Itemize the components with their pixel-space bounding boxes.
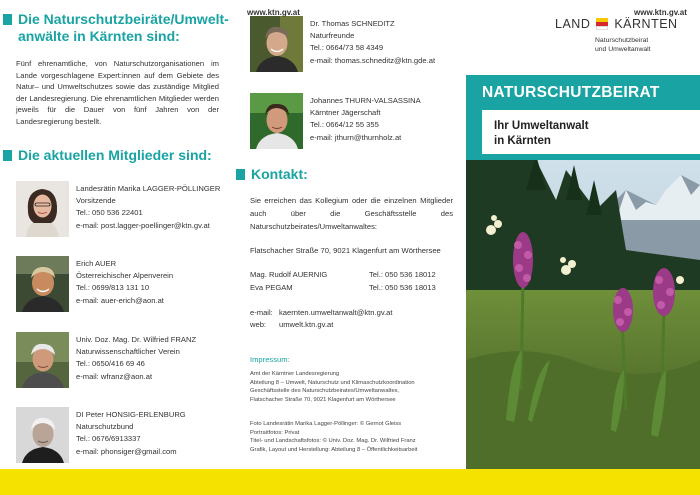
portrait-photo [16, 332, 69, 388]
intro-text: Fünf ehrenamtliche, von Naturschutzorganisationen im Lande vorgeschlagene Expert:innen auf dem Gebiete des Natur– und Umweltschutzes sowie das zuständige Mitglied der Landesregierung. Die ehrenamtlichen Mitglieder werden jeweils für die Dauer von fünf Jahren von der Landesregierung bestellt. [16, 59, 219, 126]
contact-person-tel: Tel.: 050 536 18012 [369, 270, 436, 279]
contact-person-name: Mag. Rudolf AUERNIG [250, 270, 328, 279]
member-line: Naturfreunde [310, 31, 355, 41]
intro-heading-line-1: Die Naturschutzbeiräte/Umwelt- [18, 11, 229, 27]
footer-bar [0, 469, 700, 495]
member-email[interactable]: e-mail: phonsiger@gmail.com [76, 446, 177, 456]
portrait-photo [250, 93, 303, 149]
portrait-photo [16, 256, 69, 312]
member-card [16, 181, 220, 237]
portrait-photo [250, 16, 303, 72]
heading-marker [3, 150, 12, 161]
contact-address: Flatschacher Straße 70, 9021 Klagenfurt am Wörthersee [250, 246, 441, 255]
member-line: Tel.: 0676/6913337 [76, 434, 141, 444]
contact-heading-text: Kontakt: [251, 166, 308, 182]
member-line: Tel.: 0650/416 69 46 [76, 359, 145, 369]
member-email[interactable]: e-mail: thomas.schneditz@ktn.gde.at [310, 55, 436, 65]
member-email[interactable]: e-mail: auer-erich@aon.at [76, 295, 164, 305]
member-line: Erich AUER [76, 259, 117, 268]
members-heading-text: Die aktuellen Mitglieder sind: [18, 147, 212, 163]
logo-subline: Naturschutzbeirat [595, 37, 649, 44]
cover-subtitle [494, 119, 589, 148]
intro-heading [3, 11, 229, 45]
impressum-line: Flatschacher Straße 70, 9021 Klagenfurt am Wörthersee [250, 396, 396, 403]
portrait-photo [16, 181, 69, 237]
member-line: Tel.: 050 536 22401 [76, 208, 143, 218]
contact-heading [236, 166, 308, 183]
impressum-line: Titel- und Landschaftsfotos: © Univ. Doz. Mag. Dr. Wilfried Franz [250, 438, 416, 445]
logo-word-right: KÄRNTEN [614, 17, 678, 31]
impressum-line: Grafik, Layout und Herstellung: Abteilung 8 – Öffentlichkeitsarbeit [250, 446, 418, 453]
member-line: Univ. Doz. Mag. Dr. Wilfried FRANZ [76, 335, 197, 344]
member-email[interactable]: e-mail: post.lagger-poellinger@ktn.gv.at [76, 220, 210, 230]
portrait-photo [16, 407, 69, 463]
member-line: Naturwissenschaftlicher Verein [76, 347, 180, 357]
web-label: web: [250, 320, 267, 329]
impressum-title: Impressum: [250, 355, 290, 364]
impressum-line: Portraitfotos: Privat [250, 429, 300, 436]
member-card [16, 256, 173, 312]
cover-subtitle-line: in Kärnten [494, 134, 551, 147]
cover-subtitle-line: Ihr Umweltanwalt [494, 120, 589, 132]
logo-subline: und Umweltanwalt [595, 45, 651, 53]
member-line: DI Peter HONSIG-ERLENBURG [76, 410, 186, 419]
intro-heading-line-2: anwälte in Kärnten sind: [18, 28, 180, 44]
impressum-block [250, 370, 460, 404]
carinthia-flag-icon [596, 18, 608, 30]
member-card [16, 332, 196, 388]
member-card [250, 16, 435, 72]
contact-text: Sie erreichen das Kollegium oder die einzelnen Mitglieder auch über die Geschäftsstelle des Naturschutzbeirates/Umweltanwaltes: [250, 196, 453, 231]
cover-photo-orchids [466, 160, 700, 469]
member-email[interactable]: e-mail: wfranz@aon.at [76, 371, 153, 381]
footer-url-left[interactable]: www.ktn.gv.at [247, 8, 300, 17]
member-line: Kärntner Jägerschaft [310, 108, 381, 118]
impressum-line: Amt der Kärntner Landesregierung [250, 371, 340, 377]
member-line: Tel.: 0664/73 58 4349 [310, 43, 384, 53]
contact-email-link[interactable]: kaernten.umweltanwalt@ktn.gv.at [279, 308, 393, 317]
contact-web-link[interactable]: umwelt.ktn.gv.at [279, 320, 334, 329]
contact-person-name: Eva PEGAM [250, 283, 293, 292]
contact-person-tel: Tel.: 050 536 18013 [369, 283, 436, 292]
impressum-line: Geschäftsstelle des Naturschutzbeirates/Umweltanwaltes, [250, 388, 400, 395]
members-heading [3, 147, 212, 164]
member-line: Österreichischer Alpenverein [76, 271, 174, 281]
heading-marker [3, 14, 12, 25]
footer-url-right[interactable]: www.ktn.gv.at [634, 8, 687, 17]
member-line: Tel.: 0699/813 131 10 [76, 283, 150, 293]
member-email[interactable]: e-mail: jthurn@thurnholz.at [310, 132, 402, 142]
member-line: Tel.: 0664/12 55 355 [310, 120, 379, 130]
member-line: Naturschutzbund [76, 422, 134, 432]
member-line: Vorsitzende [76, 196, 116, 206]
heading-marker [236, 169, 245, 180]
impressum-line: Abteilung 8 – Umwelt, Naturschutz und Klimaschutzkoordination [250, 379, 415, 386]
impressum-line: Foto Landesrätin Marika Lagger-Pöllinger: © Gernot Gleiss [250, 421, 402, 427]
email-label: e-mail: [250, 308, 273, 317]
member-card [16, 407, 186, 463]
member-line: Landesrätin Marika LAGGER-PÖLLINGER [76, 184, 221, 193]
member-line: Dr. Thomas SCHNEDITZ [310, 19, 395, 28]
member-card [250, 93, 421, 149]
land-kaernten-logo [555, 17, 678, 53]
logo-word-left: LAND [555, 17, 591, 31]
member-line: Johannes THURN-VALSASSINA [310, 96, 421, 105]
impressum-credits [250, 420, 460, 454]
cover-title: NATURSCHUTZBEIRAT [482, 84, 660, 101]
